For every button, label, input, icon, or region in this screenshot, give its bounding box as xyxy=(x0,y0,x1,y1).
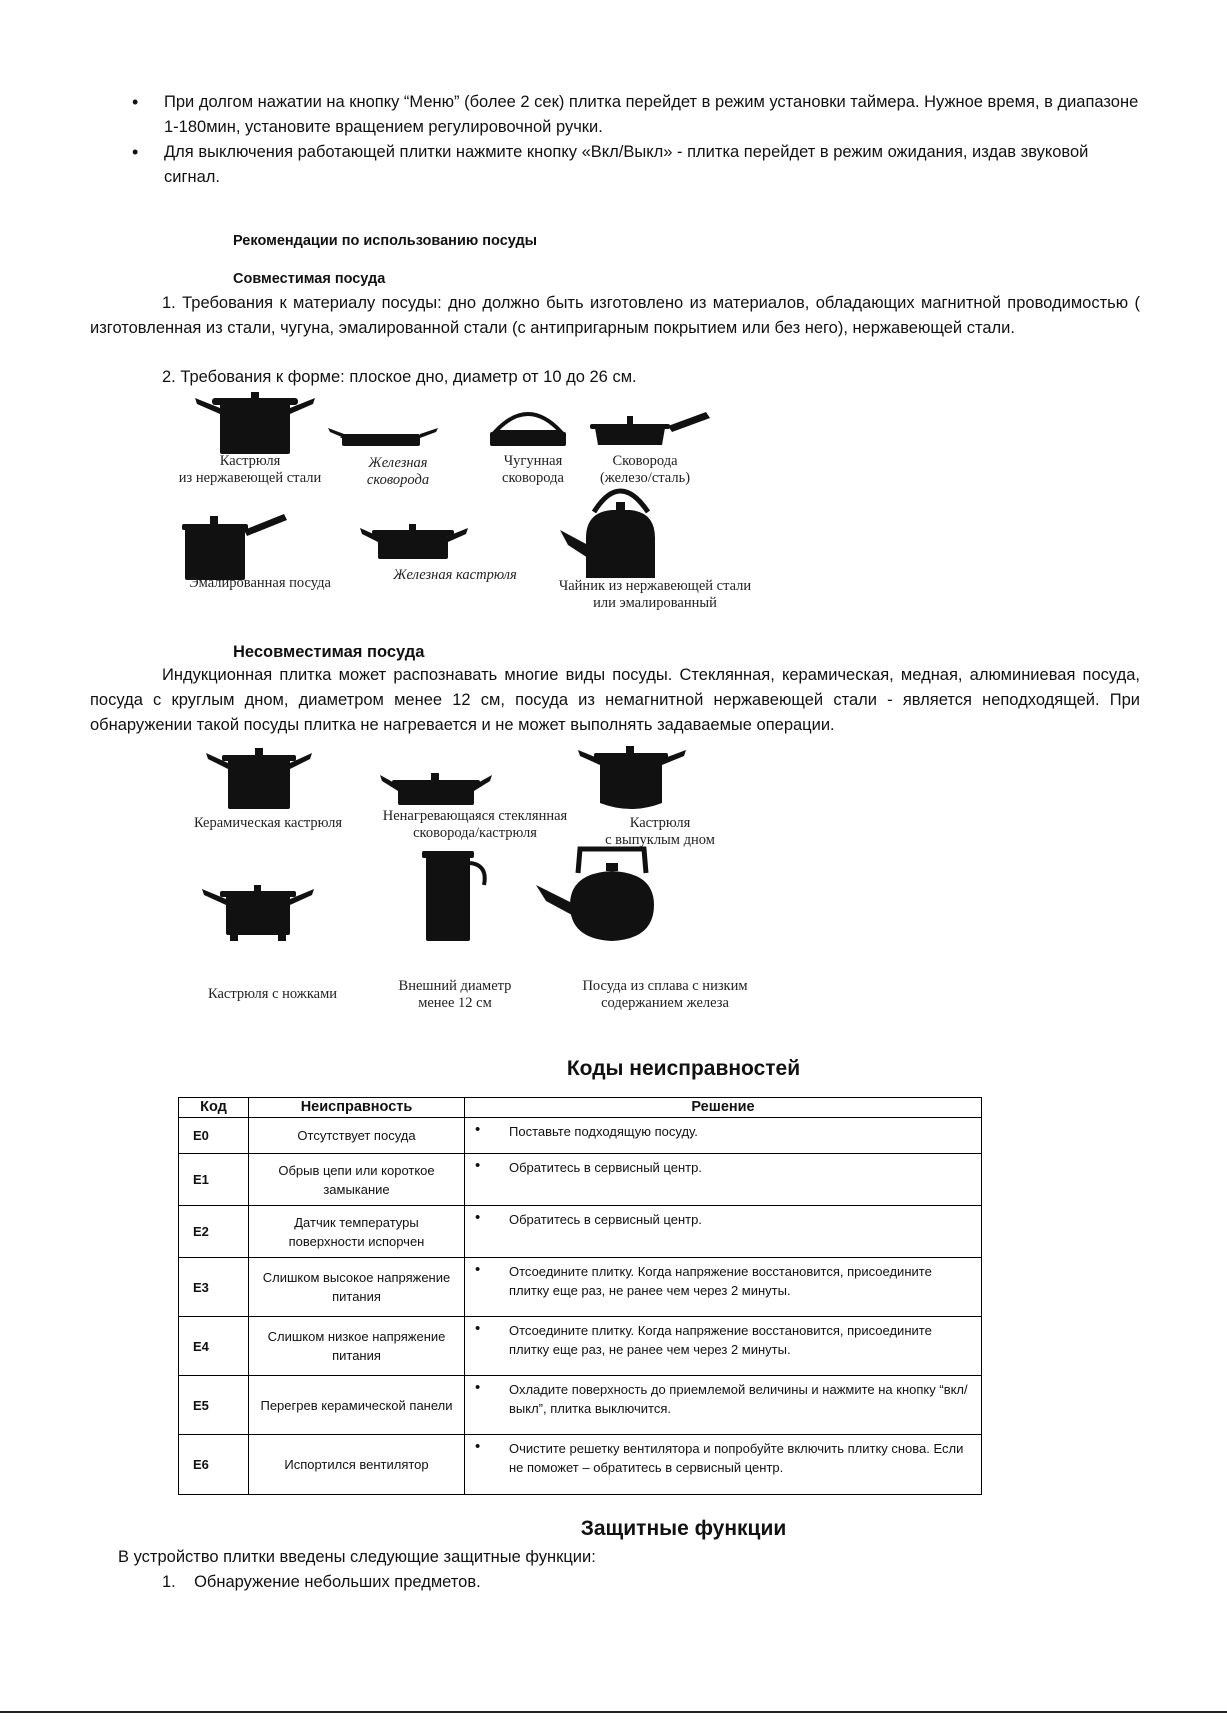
solution-text: • Очистите решетку вентилятора и попробуйте включить плитку снова. Если не поможет – обратитесь в сервисный центр. xyxy=(475,1439,975,1477)
row-fault: Датчик температуры поверхности испорчен xyxy=(249,1206,465,1258)
table-row xyxy=(179,1258,982,1317)
row-fault: Слишком низкое напряжение питания xyxy=(249,1317,465,1376)
solution-text: • Отсоедините плитку. Когда напряжение восстановится, присоедините плитку еще раз, не ранее чем через 2 минуты. xyxy=(475,1262,975,1300)
caption-enamel-cookware: Эмалированная посуда xyxy=(189,575,331,591)
row-solution xyxy=(465,1376,982,1435)
row-fault: Слишком высокое напряжение питания xyxy=(249,1258,465,1317)
protection-title: Защитные функции xyxy=(580,1517,787,1540)
solution-text: • Охладите поверхность до приемлемой величины и нажмите на кнопку “вкл/выкл”, плитка выключится. xyxy=(475,1380,975,1418)
cast-iron-pan-icon xyxy=(490,414,566,446)
row-code: E4 xyxy=(179,1317,249,1376)
fault-codes-title: Коды неисправностей xyxy=(566,1057,801,1080)
enamel-saucepan-icon xyxy=(182,514,287,580)
table-row xyxy=(179,1118,982,1154)
stainless-pot-icon xyxy=(195,392,315,454)
fault-codes-table xyxy=(178,1097,982,1495)
caption-ceramic-pot: Керамическая кастрюля xyxy=(193,815,343,831)
protection-item-1: 1. Обнаружение небольших предметов. xyxy=(162,1573,481,1591)
compatible-shape-text: 2. Требования к форме: плоское дно, диаметр от 10 до 26 см. xyxy=(162,368,637,386)
incompatible-title: Несовместимая посуда xyxy=(233,643,425,661)
header-solution: Решение xyxy=(465,1098,982,1118)
row-code: E3 xyxy=(179,1258,249,1317)
page-bottom-divider xyxy=(0,1711,1227,1713)
kettle-icon xyxy=(560,491,655,578)
table-row xyxy=(179,1376,982,1435)
caption-iron-pan: Железная сковорода xyxy=(366,455,430,488)
row-code: E1 xyxy=(179,1154,249,1206)
row-fault: Испортился вентилятор xyxy=(249,1435,465,1495)
steel-frying-pan-icon xyxy=(590,412,710,445)
solution-text: • Отсоедините плитку. Когда напряжение восстановится, присоедините плитку еще раз, не ранее чем через 2 минуты. xyxy=(475,1321,975,1359)
row-solution xyxy=(465,1258,982,1317)
row-fault: Обрыв цепи или короткое замыкание xyxy=(249,1154,465,1206)
caption-steel-pan: Сковорода (железо/сталь) xyxy=(599,453,691,486)
caption-convex-pot: Кастрюля с выпуклым дном xyxy=(605,815,715,848)
timer-bullet-list xyxy=(124,90,1144,190)
solution-text: • Обратитесь в сервисный центр. xyxy=(475,1210,975,1229)
caption-stainless-pot: Кастрюля из нержавеющей стали xyxy=(178,453,322,486)
narrow-pot-icon xyxy=(422,851,485,941)
incompatible-text: Индукционная плитка может распознавать многие виды посуды. Стеклянная, керамическая, медная, алюминиевая посуда, посуда с круглым дном, диаметром менее 12 см, посуда из немагнитной нержавеющей стали - является неподходящей. При обнаружении такой посуды плитка не нагревается и не может выполнять задаваемые операции. xyxy=(90,666,1140,734)
compatible-title: Совместимая посуда xyxy=(233,271,386,287)
bullet-power-off: • Для выключения работающей плитки нажмите кнопку «Вкл/Выкл» - плитка перейдет в режим ожидания, издав звуковой сигнал. xyxy=(124,140,1144,190)
compatible-material-text: 1. Требования к материалу посуды: дно должно быть изготовлено из материалов, обладающих магнитной проводимостью ( изготовленная из стали, чугуна, эмалированной стали (с антипригарным покрытием или без него), нержавеющей стали. xyxy=(90,294,1140,337)
solution-text: • Обратитесь в сервисный центр. xyxy=(475,1158,975,1177)
row-code: E2 xyxy=(179,1206,249,1258)
iron-frying-pan-icon xyxy=(328,428,438,446)
ceramic-pot-icon xyxy=(206,748,312,809)
row-solution xyxy=(465,1435,982,1495)
bullet-timer: • При долгом нажатии на кнопку “Меню” (более 2 сек) плитка перейдет в режим установки таймера. Нужное время, в диапазоне 1-180мин, установите вращением регулировочной ручки. xyxy=(124,90,1144,140)
caption-iron-casserole: Железная кастрюля xyxy=(393,567,517,583)
row-solution xyxy=(465,1118,982,1154)
glass-pan-icon xyxy=(380,773,492,805)
row-solution xyxy=(465,1154,982,1206)
caption-cast-iron-pan: Чугунная сковорода xyxy=(502,453,564,486)
table-row xyxy=(179,1154,982,1206)
table-row xyxy=(179,1206,982,1258)
table-row xyxy=(179,1317,982,1376)
header-fault: Неисправность xyxy=(249,1098,465,1118)
low-iron-kettle-icon xyxy=(536,849,654,941)
caption-narrow-pot: Внешний диаметр менее 12 см xyxy=(398,978,512,1011)
row-fault: Перегрев керамической панели xyxy=(249,1376,465,1435)
legged-pot-icon xyxy=(202,885,314,941)
row-solution xyxy=(465,1206,982,1258)
row-code: E6 xyxy=(179,1435,249,1495)
row-solution xyxy=(465,1317,982,1376)
recommend-title: Рекомендации по использованию посуды xyxy=(233,233,538,249)
row-fault: Отсутствует посуда xyxy=(249,1118,465,1154)
protection-intro: В устройство плитки введены следующие защитные функции: xyxy=(118,1548,596,1566)
caption-glass-pan: Ненагревающаяся стеклянная сковорода/кастрюля xyxy=(382,808,568,841)
solution-text: • Поставьте подходящую посуду. xyxy=(475,1122,975,1141)
table-header-row xyxy=(179,1098,982,1118)
caption-kettle: Чайник из нержавеющей стали или эмалированный xyxy=(558,578,752,611)
caption-low-iron-kettle: Посуда из сплава с низким содержанием железа xyxy=(582,978,748,1011)
convex-bottom-pot-icon xyxy=(578,746,686,809)
caption-legged-pot: Кастрюля с ножками xyxy=(207,986,338,1002)
table-row xyxy=(179,1435,982,1495)
row-code: E5 xyxy=(179,1376,249,1435)
header-code: Код xyxy=(179,1098,249,1118)
row-code: E0 xyxy=(179,1118,249,1154)
incompatible-cookware-illustrations xyxy=(170,745,770,975)
iron-casserole-icon xyxy=(360,524,468,559)
